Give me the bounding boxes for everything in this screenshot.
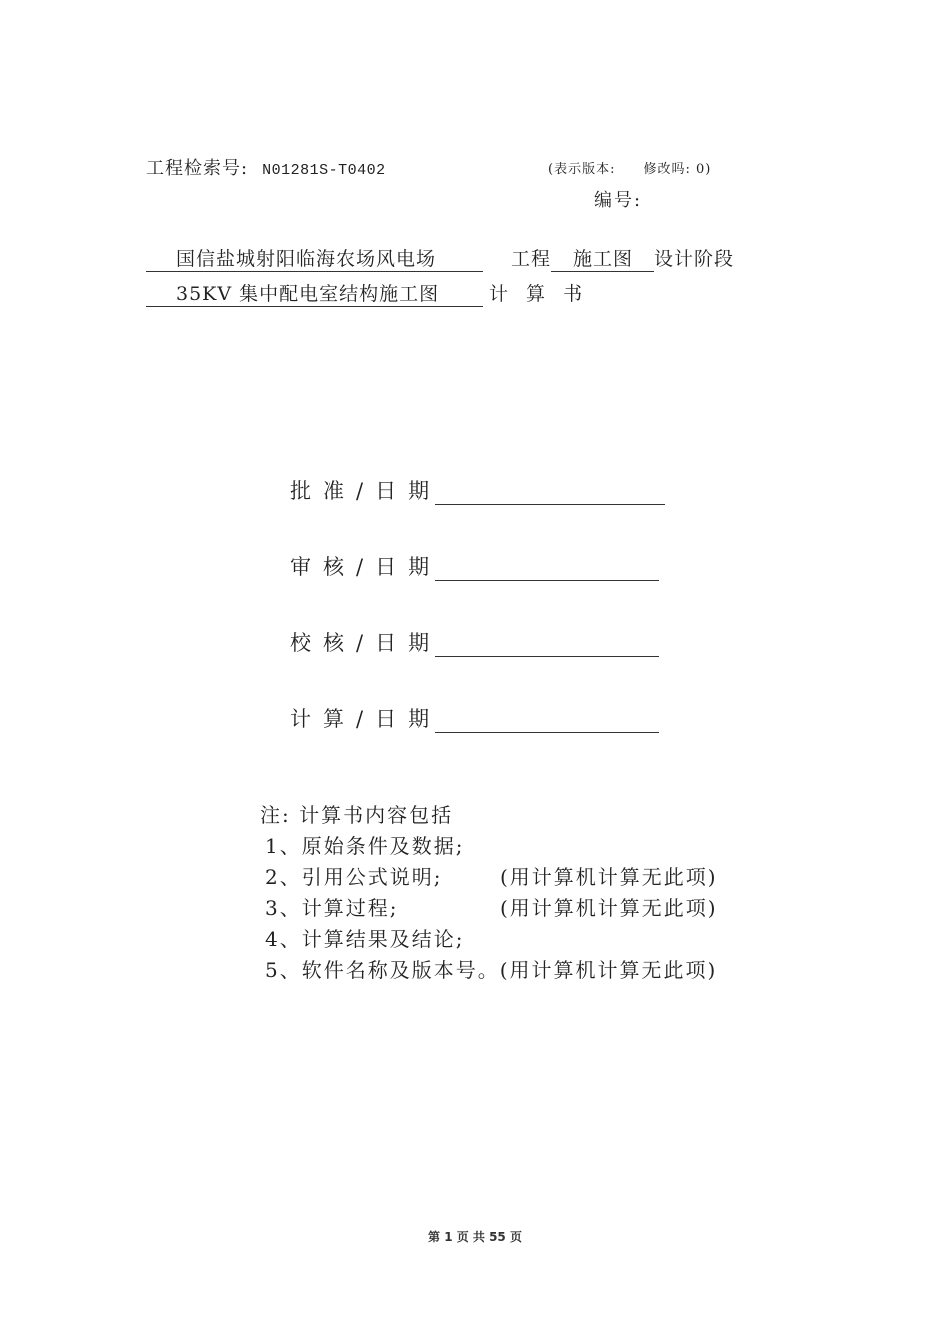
serial-number-label: 编号: [594, 190, 643, 211]
note-text: 3、计算过程; [265, 896, 399, 920]
version-info [548, 158, 711, 177]
note-remark: (用计算机计算无此项) [500, 865, 718, 889]
note-item [260, 893, 718, 924]
document-suffix: 计 算 书 [489, 283, 589, 305]
signature-label: 审核/日期 [290, 555, 442, 579]
signature-line-calculate[interactable] [435, 710, 659, 733]
note-text: 2、引用公式说明; [265, 865, 443, 889]
note-remark: (用计算机计算无此项) [499, 958, 718, 982]
version-label: (表示版本: [548, 162, 616, 177]
signature-row-approve [290, 475, 665, 505]
signature-label: 计算/日期 [290, 707, 442, 731]
signature-label: 校核/日期 [290, 631, 442, 655]
project-name: 国信盐城射阳临海农场风电场 [146, 247, 483, 272]
signature-row-calculate [290, 703, 659, 733]
stage-name: 施工图 [551, 247, 654, 272]
signature-row-review [290, 551, 659, 581]
signature-line-review[interactable] [435, 558, 659, 581]
revision-label: 修改吗: 0) [643, 162, 712, 177]
note-item [260, 924, 718, 955]
title-line-project [146, 247, 734, 272]
note-item [260, 955, 718, 986]
stage-suffix: 设计阶段 [654, 248, 735, 270]
note-remark: (用计算机计算无此项) [500, 896, 718, 920]
notes-heading: 注: 计算书内容包括 [260, 803, 454, 827]
retrieval-number [146, 154, 386, 180]
title-line-document [146, 282, 588, 307]
note-text: 5、软件名称及版本号。 [265, 958, 500, 982]
signature-label: 批准/日期 [290, 479, 442, 503]
retrieval-label: 工程检索号: [146, 158, 249, 179]
retrieval-code: N01281S-T0402 [262, 162, 386, 179]
project-suffix: 工程 [511, 248, 552, 270]
document-name: 35KV 集中配电室结构施工图 [146, 282, 483, 307]
note-item [260, 862, 718, 893]
signature-line-check[interactable] [435, 634, 659, 657]
signature-row-check [290, 627, 659, 657]
note-item [260, 831, 718, 862]
note-text: 4、计算结果及结论; [265, 927, 465, 951]
notes-section [260, 800, 718, 986]
page-indicator: 第 1 页 共 55 页 [428, 1230, 522, 1244]
signature-line-approve[interactable] [435, 482, 665, 505]
note-text: 1、原始条件及数据; [265, 834, 465, 858]
